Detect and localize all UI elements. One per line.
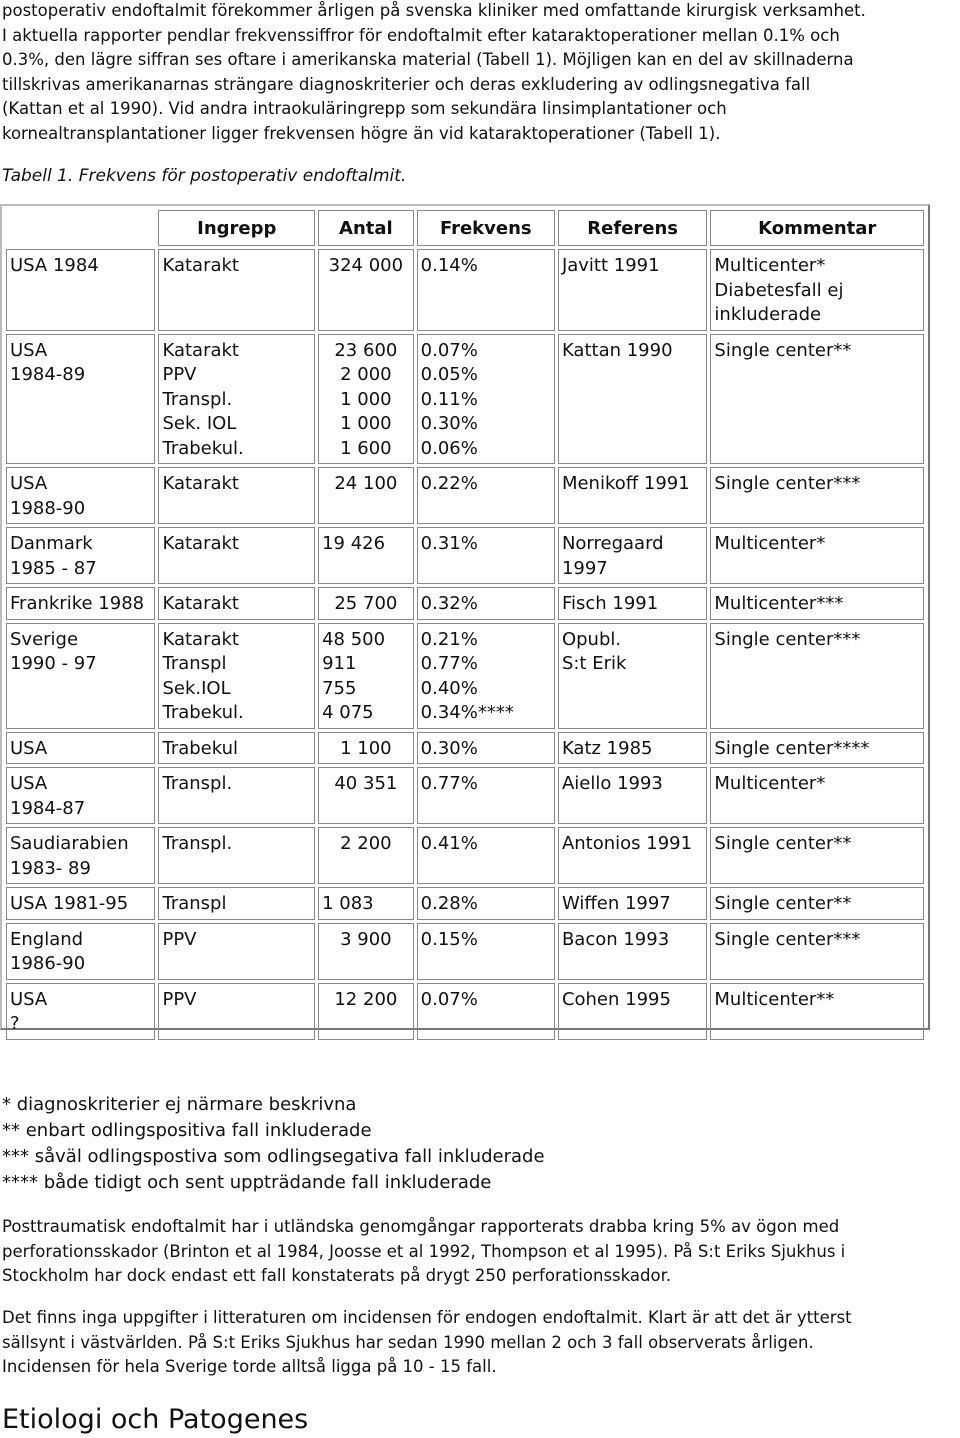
- kommentar-cell: [710, 923, 924, 980]
- ingrepp-cell: [158, 732, 315, 765]
- region-cell: [6, 587, 155, 620]
- cell-line: 1985 - 87: [10, 557, 97, 579]
- region-cell: [6, 923, 155, 980]
- antal-cell: [318, 923, 414, 980]
- frekvens-cell: [417, 827, 555, 884]
- cell-line: Katarakt: [162, 473, 239, 494]
- region-cell: [6, 467, 155, 524]
- frekvens-cell: [417, 334, 555, 465]
- cell-line: Menikoff 1991: [561, 473, 690, 494]
- frekvens-cell: [417, 527, 555, 584]
- kommentar-cell: [710, 249, 924, 331]
- cell-line: 0.07%: [420, 988, 478, 1010]
- cell-line: Transpl.: [162, 388, 233, 410]
- frequency-table-frame: [0, 204, 930, 1034]
- footnote: *** såväl odlingspostiva som odlingsegativa fall inkluderade: [2, 1146, 545, 1167]
- cell-line: Single center**: [714, 893, 852, 914]
- cell-line: 1 100: [340, 737, 392, 759]
- cell-line: Single center****: [714, 737, 870, 759]
- table-caption: Tabell 1. Frekvens för postoperativ endoftalmit.: [2, 166, 407, 186]
- region-cell: [6, 623, 155, 729]
- frekvens-cell: [417, 732, 555, 765]
- kommentar-cell: [710, 623, 924, 729]
- cell-line: 0.32%: [420, 593, 478, 614]
- cell-line: Multicenter**: [714, 988, 835, 1010]
- cell-line: Norregaard: [561, 533, 664, 554]
- text-line: perforationsskador (Brinton et al 1984, Joosse et al 1992, Thompson et al 1995). På S:t Eriks Sjukhus i: [2, 1241, 846, 1261]
- antal-cell: [318, 887, 414, 920]
- table-row: [6, 767, 924, 824]
- text-line: Posttraumatisk endoftalmit har i utländska genomgångar rapporterats drabba kring 5% av ögon med: [2, 1217, 840, 1236]
- table-row: [6, 732, 924, 765]
- cell-line: Sek.IOL: [162, 677, 231, 699]
- frekvens-cell: [417, 467, 555, 524]
- table-row: [6, 587, 924, 620]
- referens-cell: [558, 732, 707, 765]
- cell-line: 0.15%: [420, 928, 478, 950]
- cell-line: USA: [10, 473, 48, 494]
- cell-line: 0.28%: [420, 893, 478, 914]
- region-cell: [6, 983, 155, 1040]
- referens-cell: [558, 887, 707, 920]
- cell-line: ?: [10, 1013, 20, 1034]
- cell-line: 0.31%: [420, 533, 478, 554]
- table-row: [6, 467, 924, 524]
- region-cell: [6, 527, 155, 584]
- cell-line: Trabekul.: [162, 702, 244, 723]
- region-cell: [6, 827, 155, 884]
- cell-line: 0.07%: [420, 339, 478, 361]
- kommentar-cell: [710, 467, 924, 524]
- text-line: I aktuella rapporter pendlar frekvenssiffror för endoftalmit efter kataraktoperationer mellan 0.1% och: [2, 25, 840, 45]
- cell-line: 911: [322, 653, 357, 674]
- cell-line: 0.77%: [420, 773, 478, 794]
- table-row: [6, 827, 924, 884]
- cell-line: PPV: [162, 364, 197, 385]
- cell-line: 0.14%: [420, 255, 478, 276]
- cell-line: Katarakt: [162, 533, 239, 554]
- region-cell: [6, 767, 155, 824]
- ingrepp-cell: [158, 249, 315, 331]
- cell-line: 23 600: [334, 339, 398, 361]
- region-cell: [6, 887, 155, 920]
- table-row: [6, 983, 924, 1040]
- cell-line: 1990 - 97: [10, 653, 97, 674]
- cell-line: 0.22%: [420, 473, 478, 494]
- frekvens-cell: [417, 767, 555, 824]
- ingrepp-cell: [158, 334, 315, 465]
- header-ingrepp: Ingrepp: [158, 210, 315, 246]
- referens-cell: [558, 334, 707, 465]
- cell-line: 48 500: [322, 628, 386, 650]
- cell-line: Single center**: [714, 339, 852, 361]
- text-line: Stockholm har dock endast ett fall konstaterats på drygt 250 perforationsskador.: [2, 1266, 672, 1285]
- ingrepp-cell: [158, 467, 315, 524]
- header-blank-cell: [6, 210, 155, 246]
- cell-line: 0.21%: [420, 628, 478, 650]
- cell-line: Multicenter***: [714, 593, 844, 614]
- kommentar-cell: [710, 587, 924, 620]
- kommentar-cell: [710, 767, 924, 824]
- ingrepp-cell: [158, 923, 315, 980]
- table-row: [6, 334, 924, 465]
- ingrepp-cell: [158, 587, 315, 620]
- cell-line: 1984-89: [10, 364, 86, 385]
- cell-line: Sverige: [10, 628, 79, 650]
- cell-line: Katz 1985: [561, 737, 653, 759]
- cell-line: Katarakt: [162, 593, 239, 614]
- cell-line: Danmark: [10, 533, 93, 554]
- frekvens-cell: [417, 623, 555, 729]
- intro-paragraph: [2, 0, 957, 146]
- cell-line: 40 351: [334, 773, 398, 794]
- cell-line: USA 1984: [10, 255, 99, 276]
- table-row: [6, 887, 924, 920]
- cell-line: 1 000: [340, 388, 392, 410]
- cell-line: Multicenter*: [714, 255, 826, 276]
- cell-line: Cohen 1995: [561, 988, 671, 1010]
- cell-line: Transpl.: [162, 833, 233, 854]
- kommentar-cell: [710, 334, 924, 465]
- frekvens-cell: [417, 983, 555, 1040]
- referens-cell: [558, 923, 707, 980]
- cell-line: USA: [10, 773, 48, 794]
- text-line: kornealtransplantationer ligger frekvensen högre än vid kataraktoperationer (Tabell 1).: [2, 123, 721, 143]
- cell-line: England: [10, 928, 84, 950]
- trauma-paragraph: [2, 1215, 957, 1289]
- table-row: [6, 249, 924, 331]
- cell-line: Trabekul: [162, 737, 239, 759]
- footnote: **** både tidigt och sent uppträdande fall inkluderade: [2, 1172, 492, 1193]
- cell-line: 0.05%: [420, 364, 478, 385]
- text-line: sällsynt i västvärlden. På S:t Eriks Sjukhus har sedan 1990 mellan 2 och 3 fall observerats årligen.: [2, 1332, 814, 1352]
- antal-cell: [318, 249, 414, 331]
- text-line: tillskrivas amerikanarnas strängare diagnoskriterier och deras exkludering av odlingsnegativa fall: [2, 74, 811, 94]
- antal-cell: [318, 732, 414, 765]
- frekvens-cell: [417, 923, 555, 980]
- frekvens-cell: [417, 887, 555, 920]
- cell-line: Saudiarabien: [10, 833, 129, 854]
- antal-cell: [318, 587, 414, 620]
- cell-line: 0.34%****: [420, 702, 514, 723]
- referens-cell: [558, 767, 707, 824]
- text-line: postoperativ endoftalmit förekommer årligen på svenska kliniker med omfattande kirurgisk verksamhet.: [2, 1, 866, 20]
- text-line: Incidensen för hela Sverige torde alltså ligga på 10 - 15 fall.: [2, 1357, 497, 1376]
- cell-line: Trabekul.: [162, 437, 244, 459]
- table-row: [6, 623, 924, 729]
- cell-line: Single center***: [714, 473, 861, 494]
- table-header-row: [6, 210, 924, 246]
- header-antal: Antal: [318, 210, 414, 246]
- footnote: ** enbart odlingspositiva fall inkluderade: [2, 1120, 372, 1141]
- referens-cell: [558, 249, 707, 331]
- antal-cell: [318, 767, 414, 824]
- ingrepp-cell: [158, 623, 315, 729]
- cell-line: Kattan 1990: [561, 339, 673, 361]
- table-row: [6, 527, 924, 584]
- cell-line: Katarakt: [162, 628, 239, 650]
- cell-line: USA 1981-95: [10, 893, 129, 914]
- region-cell: [6, 334, 155, 465]
- cell-line: Frankrike 1988: [10, 593, 145, 614]
- section-heading: Etiologi och Patogenes: [2, 1404, 309, 1435]
- cell-line: 1983- 89: [10, 857, 91, 879]
- cell-line: Single center**: [714, 833, 852, 854]
- antal-cell: [318, 623, 414, 729]
- antal-cell: [318, 983, 414, 1040]
- cell-line: USA: [10, 737, 48, 759]
- cell-line: 3 900: [340, 928, 392, 950]
- cell-line: 2 000: [340, 364, 392, 385]
- ingrepp-cell: [158, 983, 315, 1040]
- cell-line: 24 100: [334, 473, 398, 494]
- endogenous-paragraph: [2, 1306, 957, 1380]
- cell-line: 755: [322, 677, 357, 699]
- cell-line: USA: [10, 988, 48, 1010]
- cell-line: 1997: [561, 557, 608, 579]
- header-referens: Referens: [558, 210, 707, 246]
- cell-line: Multicenter*: [714, 533, 826, 554]
- kommentar-cell: [710, 827, 924, 884]
- footnote: * diagnoskriterier ej närmare beskrivna: [2, 1094, 357, 1115]
- cell-line: 25 700: [334, 593, 398, 614]
- cell-line: 4 075: [322, 702, 374, 723]
- referens-cell: [558, 527, 707, 584]
- antal-cell: [318, 467, 414, 524]
- text-line: (Kattan et al 1990). Vid andra intraokuläringrepp som sekundära linsimplantationer och: [2, 99, 727, 118]
- cell-line: Sek. IOL: [162, 413, 237, 434]
- cell-line: Katarakt: [162, 339, 239, 361]
- cell-line: Fisch 1991: [561, 593, 659, 614]
- cell-line: 1 000: [340, 413, 392, 434]
- ingrepp-cell: [158, 827, 315, 884]
- table-row: [6, 923, 924, 980]
- region-cell: [6, 732, 155, 765]
- antal-cell: [318, 827, 414, 884]
- cell-line: Diabetesfall ej: [714, 279, 844, 301]
- cell-line: PPV: [162, 988, 197, 1010]
- header-kommentar: Kommentar: [710, 210, 924, 246]
- region-cell: [6, 249, 155, 331]
- cell-line: 1984-87: [10, 797, 86, 819]
- kommentar-cell: [710, 983, 924, 1040]
- referens-cell: [558, 587, 707, 620]
- cell-line: 12 200: [334, 988, 398, 1010]
- cell-line: 324 000: [328, 255, 404, 276]
- cell-line: 0.06%: [420, 437, 478, 459]
- cell-line: Opubl.: [561, 628, 622, 650]
- referens-cell: [558, 467, 707, 524]
- cell-line: Bacon 1993: [561, 928, 670, 950]
- cell-line: USA: [10, 339, 48, 361]
- cell-line: Transpl: [162, 653, 227, 674]
- antal-cell: [318, 334, 414, 465]
- cell-line: Single center***: [714, 928, 861, 950]
- cell-line: S:t Erik: [561, 653, 627, 674]
- cell-line: 0.77%: [420, 653, 478, 674]
- cell-line: 0.30%: [420, 737, 478, 759]
- cell-line: 1986-90: [10, 953, 86, 974]
- ingrepp-cell: [158, 887, 315, 920]
- cell-line: Multicenter*: [714, 773, 826, 794]
- kommentar-cell: [710, 732, 924, 765]
- cell-line: Aiello 1993: [561, 773, 663, 794]
- referens-cell: [558, 983, 707, 1040]
- cell-line: 19 426: [322, 533, 386, 554]
- cell-line: 2 200: [340, 833, 392, 854]
- cell-line: 1 600: [340, 437, 392, 459]
- cell-line: Transpl: [162, 893, 227, 914]
- referens-cell: [558, 623, 707, 729]
- cell-line: Katarakt: [162, 255, 239, 276]
- text-line: 0.3%, den lägre siffran ses oftare i amerikanska material (Tabell 1). Möjligen kan en del av skillnaderna: [2, 50, 854, 69]
- kommentar-cell: [710, 527, 924, 584]
- cell-line: 1 083: [322, 893, 374, 914]
- cell-line: 1988-90: [10, 497, 86, 519]
- cell-line: Wiffen 1997: [561, 893, 671, 914]
- cell-line: inkluderade: [714, 304, 822, 325]
- cell-line: Javitt 1991: [561, 255, 660, 276]
- cell-line: 0.41%: [420, 833, 478, 854]
- text-line: Det finns inga uppgifter i litteraturen om incidensen för endogen endoftalmit. Klart är att det är ytterst: [2, 1308, 852, 1327]
- cell-line: Single center***: [714, 628, 861, 650]
- frekvens-cell: [417, 249, 555, 331]
- frequency-table: [3, 207, 927, 1043]
- footnotes: [2, 1092, 545, 1196]
- table-body: [6, 249, 924, 1040]
- kommentar-cell: [710, 887, 924, 920]
- ingrepp-cell: [158, 767, 315, 824]
- cell-line: PPV: [162, 928, 197, 950]
- cell-line: Antonios 1991: [561, 833, 693, 854]
- frekvens-cell: [417, 587, 555, 620]
- cell-line: 0.30%: [420, 413, 478, 434]
- referens-cell: [558, 827, 707, 884]
- cell-line: 0.40%: [420, 677, 478, 699]
- cell-line: Transpl.: [162, 773, 233, 794]
- cell-line: 0.11%: [420, 388, 478, 410]
- antal-cell: [318, 527, 414, 584]
- ingrepp-cell: [158, 527, 315, 584]
- header-frekvens: Frekvens: [417, 210, 555, 246]
